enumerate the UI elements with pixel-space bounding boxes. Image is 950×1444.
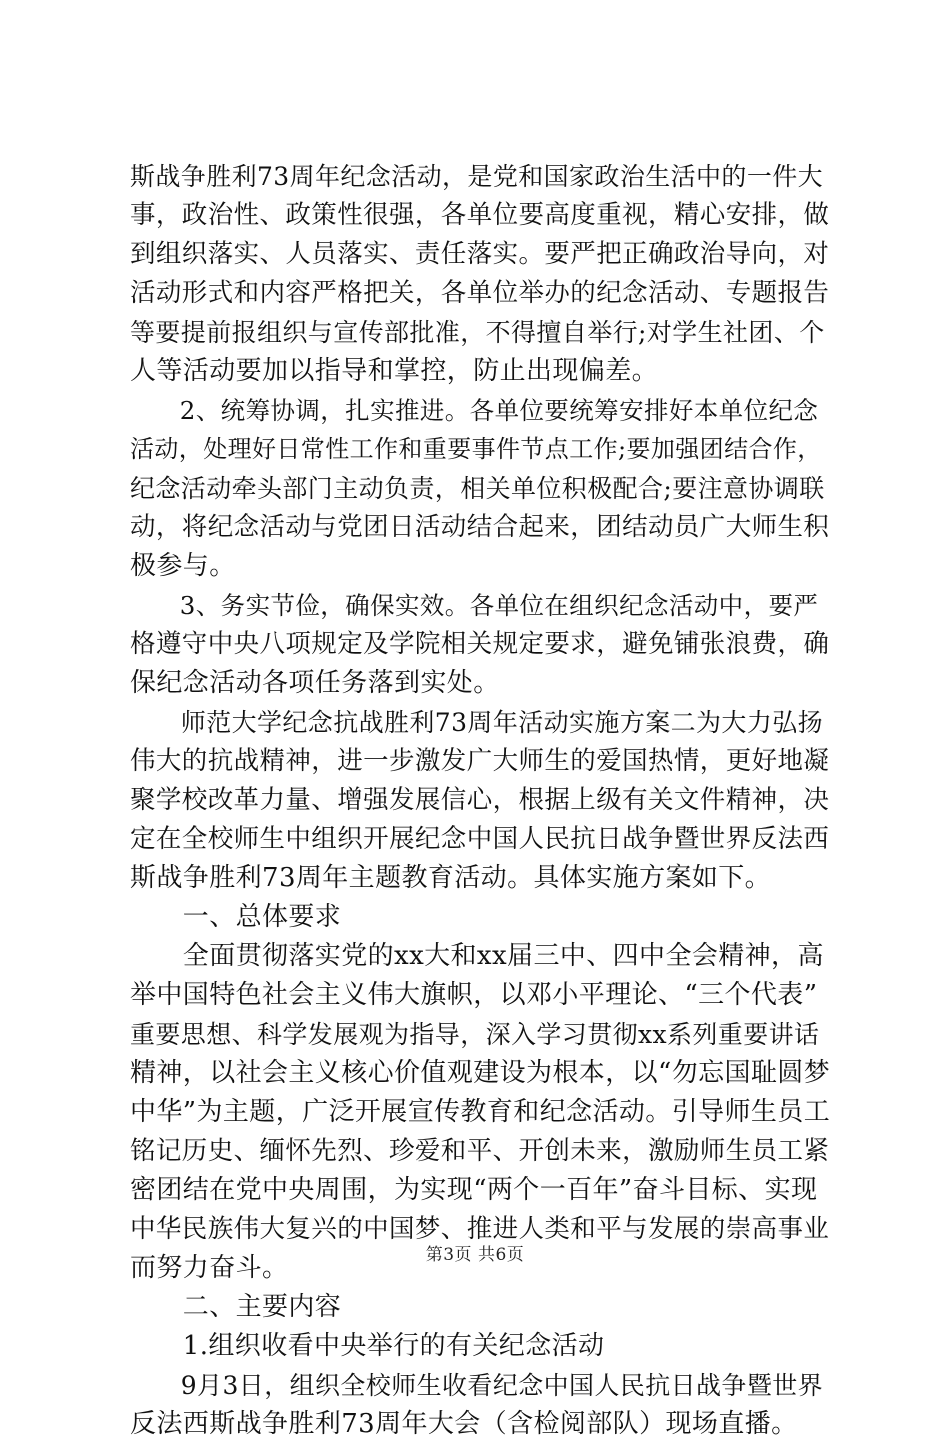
text-line: 密团结在党中央周围，为实现“两个一百年”奋斗目标、实现: [130, 1175, 818, 1205]
text-line: 9月3日，组织全校师生收看纪念中国人民抗日战争暨世界: [130, 1371, 824, 1400]
text-line: 人等活动要加以指导和掌控，防止出现偏差。: [130, 356, 659, 386]
text-line: 3、务实节俭，确保实效。各单位在组织纪念活动中，要严: [130, 591, 819, 620]
text-line: 活动形式和内容严格把关，各单位举办的纪念活动、专题报告: [130, 278, 830, 308]
text-line: 而努力奋斗。: [130, 1253, 289, 1283]
section-heading: 一、总体要求: [130, 902, 342, 932]
text-line: 斯战争胜利73周年纪念活动，是党和国家政治生活中的一件大: [130, 162, 824, 191]
text-line: 到组织落实、人员落实、责任落实。要严把正确政治导向，对: [130, 239, 830, 269]
text-line: 等要提前报组织与宣传部批准，不得擅自举行;对学生社团、个: [130, 318, 825, 347]
text-line: 反法西斯战争胜利73周年大会（含检阅部队）现场直播。: [130, 1409, 798, 1439]
subsection-heading: 1.组织收看中央举行的有关纪念活动: [130, 1331, 605, 1361]
text-line: 师范大学纪念抗战胜利73周年活动实施方案二为大力弘扬: [130, 708, 824, 737]
text-line: 纪念活动牵头部门主动负责，相关单位积极配合;要注意协调联: [130, 474, 825, 503]
text-line: 保纪念活动各项任务落到实处。: [130, 668, 500, 698]
text-line: 重要思想、科学发展观为指导，深入学习贯彻xx系列重要讲话: [130, 1020, 820, 1049]
text-line: 举中国特色社会主义伟大旗帜，以邓小平理论、“三个代表”: [130, 980, 818, 1010]
text-line: 伟大的抗战精神，进一步激发广大师生的爱国热情，更好地凝: [130, 746, 830, 776]
text-line: 动，将纪念活动与党团日活动结合起来，团结动员广大师生积: [130, 512, 830, 542]
text-line: 2、统筹协调，扎实推进。各单位要统筹安排好本单位纪念: [130, 396, 819, 425]
text-line: 中华民族伟大复兴的中国梦、推进人类和平与发展的崇高事业: [130, 1214, 830, 1244]
text-line: 聚学校改革力量、增强发展信心，根据上级有关文件精神，决: [130, 785, 830, 815]
text-line: 铭记历史、缅怀先烈、珍爱和平、开创未来，激励师生员工紧: [130, 1136, 830, 1166]
text-line: 斯战争胜利73周年主题教育活动。具体实施方案如下。: [130, 863, 772, 893]
text-line: 中华”为主题，广泛开展宣传教育和纪念活动。引导师生员工: [130, 1097, 831, 1127]
text-line: 格遵守中央八项规定及学院相关规定要求，避免铺张浪费，确: [130, 629, 830, 659]
text-line: 极参与。: [130, 551, 236, 581]
text-line: 精神，以社会主义核心价值观建设为根本，以“勿忘国耻圆梦: [130, 1058, 831, 1088]
section-heading: 二、主要内容: [130, 1292, 342, 1322]
text-line: 定在全校师生中组织开展纪念中国人民抗日战争暨世界反法西: [130, 824, 830, 854]
text-line: 事，政治性、政策性很强，各单位要高度重视，精心安排，做: [130, 200, 830, 230]
text-line: 活动，处理好日常性工作和重要事件节点工作;要加强团结合作，: [130, 435, 822, 463]
text-line: 全面贯彻落实党的xx大和xx届三中、四中全会精神，高: [130, 941, 824, 971]
page-number-footer: 第3页 共6页: [425, 1245, 525, 1265]
